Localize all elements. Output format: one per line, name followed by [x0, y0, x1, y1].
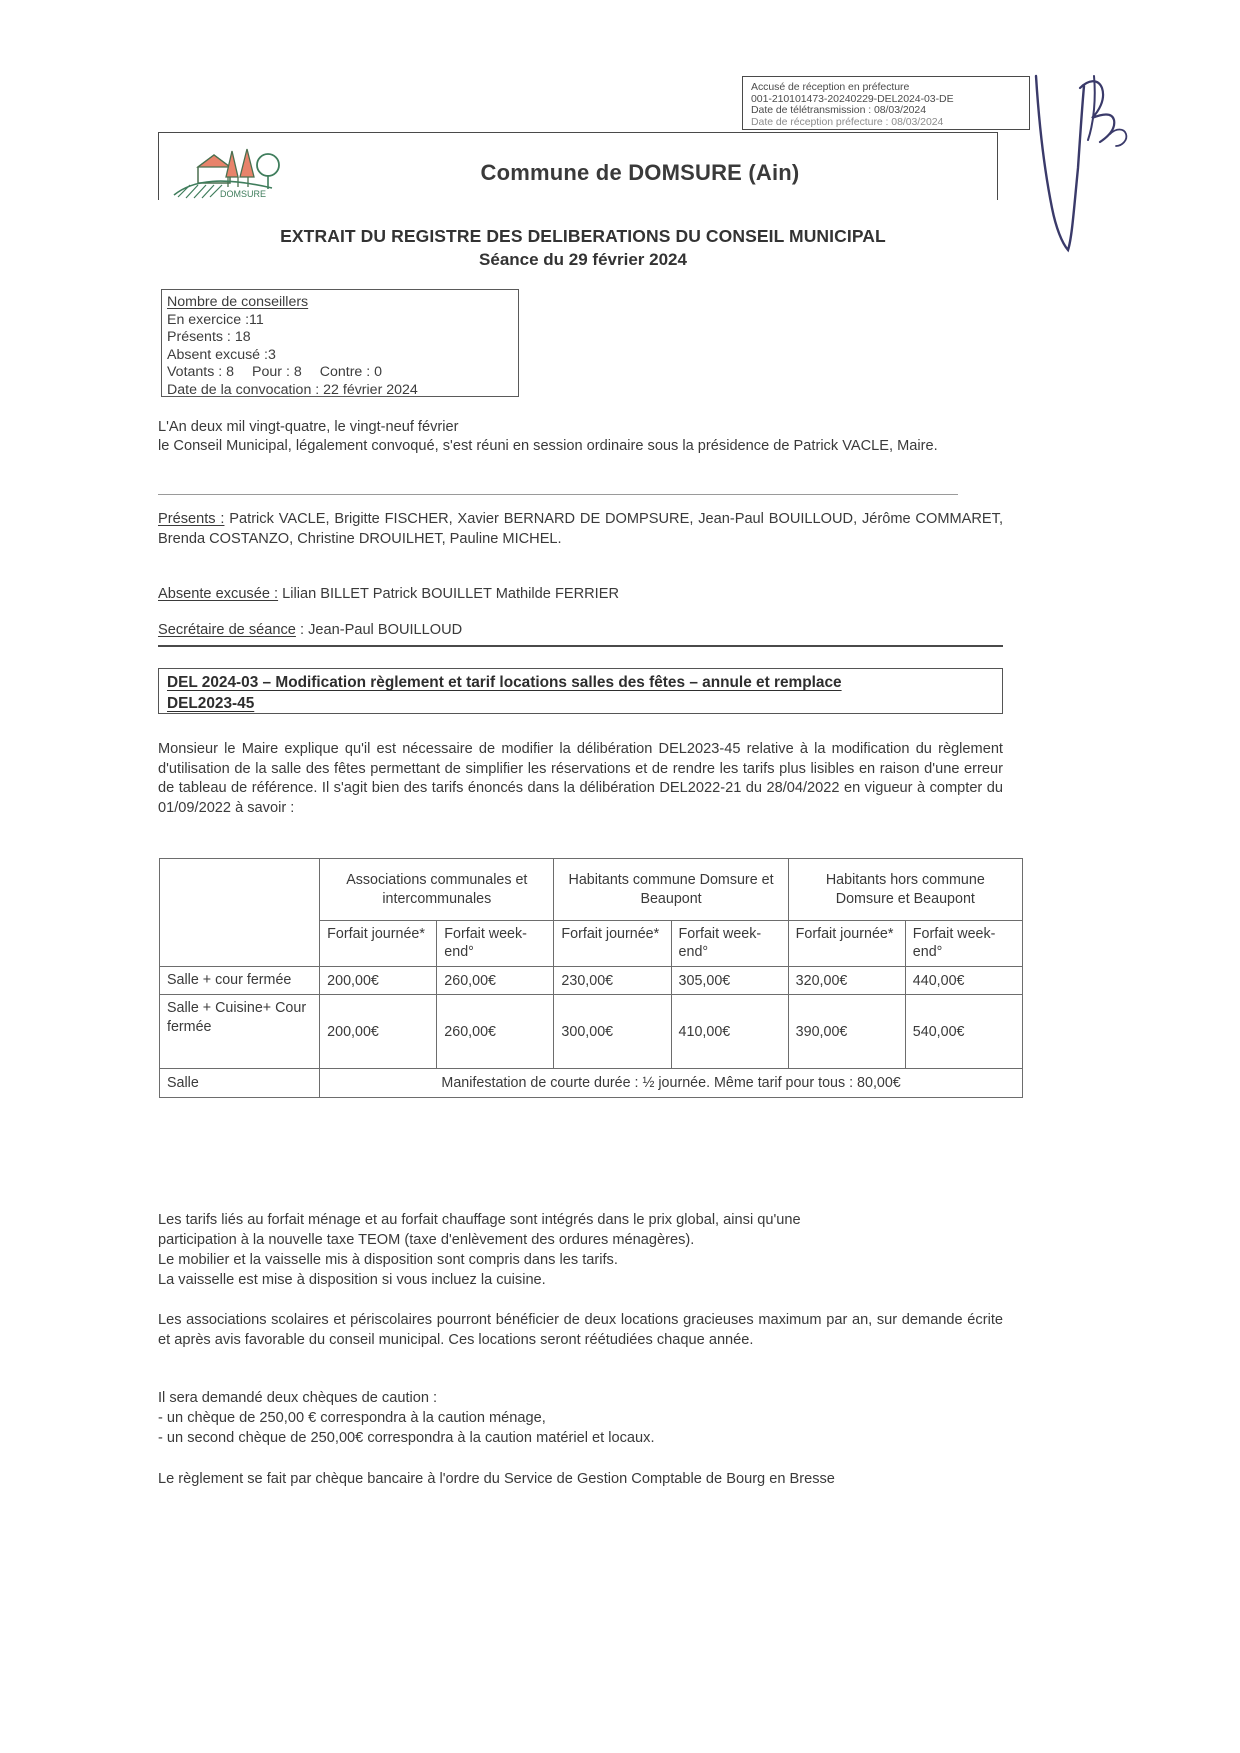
table-row [160, 1069, 1023, 1098]
notes-line-4: La vaisselle est mise à disposition si vous incluez la cuisine. [158, 1272, 546, 1288]
presents-paragraph [158, 510, 1003, 549]
table-group-header-row [160, 859, 1023, 921]
counts-en-exercice: En exercice :11 [167, 311, 264, 328]
table-corner-cell [160, 859, 320, 921]
cell-salle-cour-assoc-weekend: 260,00€ [437, 967, 554, 995]
secretaire-paragraph [158, 621, 1003, 641]
payment-paragraph: Le règlement se fait par chèque bancaire à l'ordre du Service de Gestion Comptable de Bourg en Bresse [158, 1471, 835, 1487]
cell-salle-cuisine-hors-journee: 390,00€ [788, 995, 905, 1069]
cell-salle-merged-note: Manifestation de courte durée : ½ journée. Même tarif pour tous : 80,00€ [320, 1069, 1023, 1098]
intro-line-1: L'An deux mil vingt-quatre, le vingt-neuf février [158, 419, 459, 435]
subheader-commune-journee: Forfait journée* [554, 921, 671, 967]
stamp-line-transmission-date: Date de télétransmission : 08/03/2024 [751, 104, 927, 117]
secretaire-label: Secrétaire de séance [158, 622, 296, 638]
deliberation-title-line-1: DEL 2024-03 – Modification règlement et tarif locations salles des fêtes – annule et remplace [167, 674, 842, 691]
caution-line-3: - un second chèque de 250,00€ correspondra à la caution matériel et locaux. [158, 1430, 655, 1446]
councillor-counts-box [161, 289, 519, 397]
stamp-line-reception-date: Date de réception préfecture : 08/03/2024 [751, 115, 944, 128]
notes-line-3: Le mobilier et la vaisselle mis à disposition sont compris dans les tarifs. [158, 1252, 618, 1268]
divider-after-intro [158, 494, 958, 495]
page-title: EXTRAIT DU REGISTRE DES DELIBERATIONS DU CONSEIL MUNICIPAL [280, 226, 886, 246]
cell-salle-cour-commune-weekend: 305,00€ [671, 967, 788, 995]
deliberation-title-box [158, 668, 1003, 714]
prefecture-receipt-stamp [742, 76, 1030, 130]
main-paragraph: Monsieur le Maire explique qu'il est nécessaire de modifier la délibération DEL2023-45 relative à la modification du règlement d'utilisation de la salle des fêtes permettant de simplifier les réservations et de rendre les tarifs plus lisibles en raison d'une erreur de tableau de référence. Il s'agit bien des tarifs énoncés dans la délibération DEL2022-21 du 28/04/2022 en vigueur à compter du 01/09/2022 à savoir : [158, 741, 1003, 816]
cell-salle-cuisine-assoc-weekend: 260,00€ [437, 995, 554, 1069]
cell-salle-cuisine-hors-weekend: 540,00€ [905, 995, 1022, 1069]
cell-salle-cour-hors-journee: 320,00€ [788, 967, 905, 995]
notes-line-1: Les tarifs liés au forfait ménage et au forfait chauffage sont intégrés dans le prix global, ainsi qu'une [158, 1212, 801, 1228]
table-subheader-corner-cell [160, 921, 320, 967]
associations-paragraph: Les associations scolaires et périscolaires pourront bénéficier de deux locations gracieuses maximum par an, sur demande écrite et après avis favorable du conseil municipal. Ces locations seront réétudiées chaque année. [158, 1312, 1003, 1348]
commune-logo-icon [168, 133, 298, 199]
counts-contre: Contre : 0 [319, 364, 383, 381]
commune-title: Commune de DOMSURE (Ain) [480, 160, 800, 185]
subheader-commune-weekend: Forfait week-end° [671, 921, 788, 967]
table-row [160, 995, 1023, 1069]
counts-convocation-date: Date de la convocation : 22 février 2024 [167, 381, 418, 398]
counts-presents: Présents : 18 [167, 329, 251, 346]
notes-line-2: participation à la nouvelle taxe TEOM (taxe d'enlèvement des ordures ménagères). [158, 1232, 695, 1248]
absente-paragraph [158, 585, 1003, 605]
cell-salle-cour-commune-journee: 230,00€ [554, 967, 671, 995]
absente-value: Lilian BILLET Patrick BOUILLET Mathilde FERRIER [278, 586, 620, 602]
group-header-habitants-hors-commune: Habitants hors commune Domsure et Beaupont [788, 859, 1022, 921]
subheader-assoc-weekend: Forfait week-end° [437, 921, 554, 967]
table-sub-header-row [160, 921, 1023, 967]
counts-pour: Pour : 8 [252, 364, 302, 381]
presents-value: Patrick VACLE, Brigitte FISCHER, Xavier BERNARD DE DOMPSURE, Jean-Paul BOUILLOUD, Jérôme COMMARET, Brenda COSTANZO, Christine DROUILHET, Pauline MICHEL. [158, 511, 1003, 547]
divider-before-deliberation [158, 645, 1003, 647]
secretaire-value: : Jean-Paul BOUILLOUD [295, 622, 463, 638]
logo-caption: DOMSURE [220, 189, 267, 199]
row-label-salle-cuisine-cour: Salle + Cuisine+ Cour fermée [160, 995, 320, 1069]
group-header-associations: Associations communales et intercommunales [320, 859, 554, 921]
presents-label: Présents : [158, 511, 225, 527]
counts-absent-excuse: Absent excusé :3 [167, 346, 276, 363]
tariff-table [159, 858, 1023, 1098]
caution-line-1: Il sera demandé deux chèques de caution : [158, 1390, 438, 1406]
counts-heading: Nombre de conseillers [167, 294, 309, 310]
absente-label: Absente excusée : [158, 586, 279, 602]
row-label-salle: Salle [160, 1069, 320, 1098]
cell-salle-cuisine-commune-journee: 300,00€ [554, 995, 671, 1069]
stamp-line-acknowledgement: Accusé de réception en préfecture [751, 81, 910, 93]
cell-salle-cour-hors-weekend: 440,00€ [905, 967, 1022, 995]
cell-salle-cour-assoc-journee: 200,00€ [320, 967, 437, 995]
subheader-hors-journee: Forfait journée* [788, 921, 905, 967]
cell-salle-cuisine-commune-weekend: 410,00€ [671, 995, 788, 1069]
table-row [160, 967, 1023, 995]
row-label-salle-cour: Salle + cour fermée [160, 967, 320, 995]
counts-votants: Votants : 8 [167, 364, 235, 381]
session-date: Séance du 29 février 2024 [479, 250, 687, 269]
stamp-line-reference: 001-210101473-20240229-DEL2024-03-DE [751, 92, 954, 105]
group-header-habitants-commune: Habitants commune Domsure et Beaupont [554, 859, 788, 921]
caution-line-2: - un chèque de 250,00 € correspondra à la caution ménage, [158, 1410, 546, 1426]
subheader-hors-weekend: Forfait week-end° [905, 921, 1022, 967]
intro-line-2: le Conseil Municipal, légalement convoqué, s'est réuni en session ordinaire sous la présidence de Patrick VACLE, Maire. [158, 438, 938, 454]
counts-vote-line [167, 364, 518, 382]
subheader-assoc-journee: Forfait journée* [320, 921, 437, 967]
cell-salle-cuisine-assoc-journee: 200,00€ [320, 995, 437, 1069]
handwritten-signature [1022, 68, 1142, 258]
deliberation-title-line-2: DEL2023-45 [167, 695, 255, 712]
